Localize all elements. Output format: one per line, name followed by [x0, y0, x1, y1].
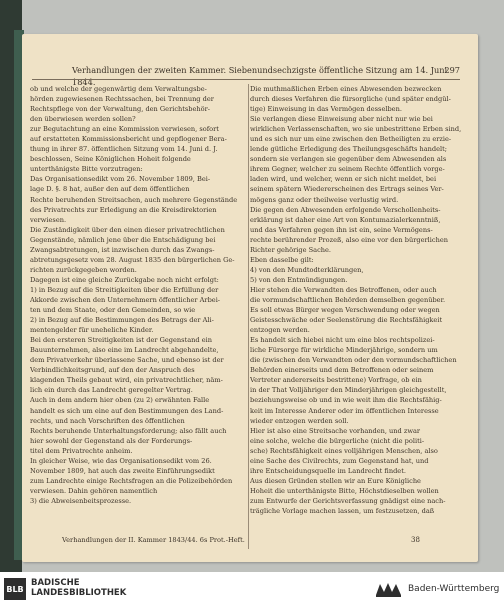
- right-text-line: entzogen werden.: [250, 326, 310, 335]
- right-text-line: Behörden einerseits und dem Betroffenen oder seinem: [250, 366, 434, 375]
- left-text-line: 3) die Abweisenbeitsprozesse.: [30, 496, 132, 505]
- right-text-line: Richter gehörige Sache.: [250, 245, 332, 254]
- left-text-line: Das Organisationsedikt vom 26. November 1809, Bei-: [30, 175, 211, 184]
- right-text-line: seinem spätern Wiedererscheinen des Ertrags seines Ver-: [250, 185, 444, 194]
- left-text-line: Die Zuständigkeit über den einen dieser privatrechtlichen: [30, 225, 225, 234]
- right-text-line: Es handelt sich hiebei nicht um eine blos rechtspolizei-: [250, 336, 435, 345]
- left-text-line: handelt es sich um eine auf den Bestimmungen des Land-: [30, 406, 224, 415]
- left-text-line: auf erstatteten Kommissionsbericht und gepflogener Bera-: [30, 135, 227, 144]
- left-text-column: [30, 84, 246, 506]
- right-text-line: trägliche Vorlage machen lassen, um festzusetzen, daß: [250, 506, 435, 515]
- right-text-line: Aus diesen Gründen stellen wir an Eure Königliche: [250, 476, 421, 485]
- right-text-line: laden wird, und welcher, wenn er sich nicht meldet, bei: [250, 175, 437, 184]
- state-emblem-icon: [374, 580, 404, 598]
- left-text-line: dem Privatverkehr überlassene Sache, und ebenso ist der: [30, 356, 224, 365]
- right-text-line: 5) von den Entmündigungen.: [250, 275, 348, 284]
- right-text-column: [250, 84, 466, 516]
- right-text-line: durch dieses Verfahren die fürsorgliche (und später endgül-: [250, 95, 451, 104]
- right-text-line: keit im Interesse Anderer oder im öffentlichen Interesse: [250, 406, 439, 415]
- left-text-line: hörden zugewiesenen Rechtssachen, bei Trennung der: [30, 95, 214, 104]
- left-text-line: abtretungsgesetz vom 28. August 1835 den bürgerlichen Ge-: [30, 255, 235, 264]
- left-text-line: mentengelder für uneheliche Kinder.: [30, 326, 154, 335]
- right-text-line: wieder entzogen werden soll.: [250, 416, 349, 425]
- right-text-line: lende gütliche Erledigung des Theilungsgeschäfts handelt;: [250, 145, 448, 154]
- left-text-line: rechts, und nach Vorschriften des öffentlichen: [30, 416, 185, 425]
- left-text-line: thung in ihrer 87. öffentlichen Sitzung vom 14. Juni d. J.: [30, 145, 218, 154]
- left-text-line: zum Landrechte einige Rechtsfragen an die Polizeibehörden: [30, 476, 233, 485]
- right-text-line: die (zwischen den Verwandten oder den vormundschaftlichen: [250, 356, 457, 365]
- left-footer-note: Verhandlungen der II. Kammer 1843/44. 6s Prot.-Heft.: [62, 536, 245, 544]
- left-text-line: unterthänigste Bitte vorzutragen:: [30, 165, 143, 174]
- right-text-line: eine solche, welche die bürgerliche (nicht die politi-: [250, 436, 425, 445]
- left-text-line: Auch in dem andern hier oben (zu 2) erwähnten Falle: [30, 396, 210, 405]
- left-text-line: titel dem Privatrechte anheim.: [30, 446, 133, 455]
- signature-mark: 38: [411, 536, 420, 544]
- right-text-line: ihre Entscheidungsquelle im Landrecht findet.: [250, 466, 406, 475]
- left-text-line: Akkorde zwischen den Unternehmern öffentlicher Arbei-: [30, 295, 221, 304]
- left-text-line: November 1809, hat auch das zweite Einführungsedikt: [30, 466, 215, 475]
- right-text-line: Vertreter andererseits bestrittene) Vorfrage, ob ein: [250, 376, 422, 385]
- left-text-line: den überwiesen werden sollen?: [30, 115, 136, 124]
- left-text-line: lich ein durch das Landrecht geregelter Vertrag.: [30, 386, 193, 395]
- right-text-line: eine Sache des Civilrechts, zum Gegenstand hat, und: [250, 456, 429, 465]
- right-text-line: Die muthmaßlichen Erben eines Abwesenden bezwecken: [250, 85, 442, 93]
- bw-logo-text: Baden-Württemberg: [408, 584, 500, 594]
- left-text-line: Verbindlichkeitsgrund, auf den der Anspruch des: [30, 366, 195, 375]
- scanned-page: [22, 34, 478, 562]
- right-text-line: Es soll etwas Bürger wegen Verschwendung oder wegen: [250, 306, 440, 315]
- left-text-line: des Privatrechts zur Erledigung an die Kreisdirektorien: [30, 205, 217, 214]
- right-text-line: Hier stehen die Verwandten des Betroffenen, oder auch: [250, 285, 437, 294]
- page-header: [32, 64, 460, 87]
- left-text-line: lage D. §. 8 hat, außer den auf dem öffentlichen: [30, 185, 190, 194]
- right-text-line: 4) von den Mundtodterklärungen,: [250, 265, 364, 274]
- left-text-line: hier sowohl der Gegenstand als der Forderungs-: [30, 436, 193, 445]
- left-text-line: Rechtspflege von der Verwaltung, den Gerichtsbehör-: [30, 105, 211, 114]
- left-text-line: Bauunternehmen, also eine im Landrecht abgehandelte,: [30, 346, 219, 355]
- page-number: 297: [444, 65, 460, 75]
- right-text-line: zum Entwurfe der Gerichtsverfassung gnädigst eine nach-: [250, 496, 446, 505]
- left-text-line: Rechte beruhenden Streitsachen, auch mehrere Gegenstände: [30, 195, 238, 204]
- left-text-line: Zwangsabtretungen, ist inzwischen durch das Zwangs-: [30, 245, 215, 254]
- running-title: Verhandlungen der zweiten Kammer. Siebenundsechzigste öffentliche Sitzung am 14. Juni 1844.: [72, 65, 448, 87]
- right-text-line: Hier ist also eine Streitsache vorhanden, und zwar: [250, 426, 421, 435]
- left-text-line: verwiesen.: [30, 215, 67, 224]
- right-text-line: tige) Einweisung in das Vermögen desselben.: [250, 105, 402, 114]
- left-text-line: beschlossen, Seine Königlichen Hoheit folgende: [30, 155, 191, 164]
- left-text-line: ten und dem Staate, oder den Gemeinden, so wie: [30, 306, 196, 315]
- left-text-line: ob und welche der gegenwärtig dem Verwaltungsbe-: [30, 85, 207, 93]
- column-divider: [248, 84, 249, 549]
- left-text-line: 1) in Bezug auf die Streitigkeiten über die Erfüllung der: [30, 285, 219, 294]
- right-text-line: ihrem Gegner, welcher zu seinem Rechte öffentlich vorge-: [250, 165, 445, 174]
- left-text-line: 2) in Bezug auf die Bestimmungen des Betrags der Ali-: [30, 316, 214, 325]
- left-text-line: Dagegen ist eine gleiche Zurückgabe noch nicht erfolgt:: [30, 275, 219, 284]
- right-text-line: Eben dasselbe gilt:: [250, 255, 314, 264]
- right-text-line: Hoheit die unterthänigste Bitte, Höchstdieselben wollen: [250, 486, 439, 495]
- right-text-line: sche) Rechtsfähigkeit eines volljährigen Menschen, also: [250, 446, 438, 455]
- left-text-line: verwiesen. Dahin gehören namentlich: [30, 486, 158, 495]
- right-text-line: und es sich nur um eine zwischen den Betheiligten zu erzie-: [250, 135, 452, 144]
- left-text-line: klagenden Theils gebaut wird, ein privatrechtlicher, näm-: [30, 376, 223, 385]
- blb-logo: BLB: [4, 578, 26, 600]
- blb-line-2: LANDESBIBLIOTHEK: [31, 588, 127, 598]
- right-text-line: die vormundschaftlichen Behörden demselben gegenüber.: [250, 295, 446, 304]
- blb-line-1: BADISCHE: [31, 578, 80, 588]
- left-text-line: zur Begutachtung an eine Kommission verwiesen, sofort: [30, 125, 219, 134]
- left-text-line: richten zurückgegeben worden.: [30, 265, 137, 274]
- header-rule: [32, 79, 460, 80]
- left-text-line: In gleicher Weise, wie das Organisationsedikt vom 26.: [30, 456, 212, 465]
- right-text-line: Geistesschwäche oder Seelenstörung die Rechtsfähigkeit: [250, 316, 443, 325]
- right-text-line: beziehungsweise ob und in wie weit ihm die Rechtsfähig-: [250, 396, 442, 405]
- blb-logo-text: [31, 578, 126, 598]
- right-text-line: liche Fürsorge für wirkliche Minderjährige, sondern um: [250, 346, 438, 355]
- right-text-line: mögens ganz oder theilweise verlustig wird.: [250, 195, 399, 204]
- right-text-line: wirklichen Verlassenschaften, wo sie unbestrittene Erben sind,: [250, 125, 462, 134]
- right-text-line: Sie verlangen diese Einweisung aber nicht nur wie bei: [250, 115, 433, 124]
- left-text-line: Rechts beruhende Unterhaltungsforderung; also fällt auch: [30, 426, 227, 435]
- left-text-line: Gegenstände, nämlich jene über die Entschädigung bei: [30, 235, 216, 244]
- right-text-line: rechte berührender Prozeß, also eine vor den bürgerlichen: [250, 235, 448, 244]
- right-text-line: und das Verfahren gegen ihn ist ein, seine Vermögens-: [250, 225, 433, 234]
- right-text-line: Die gegen den Abwesenden erfolgende Verschollenheits-: [250, 205, 441, 214]
- right-text-line: in der That Volljähriger den Minderjährigen gleichgestellt,: [250, 386, 447, 395]
- left-text-line: Bei den ersteren Streitigkeiten ist der Gegenstand ein: [30, 336, 212, 345]
- right-text-line: sondern sie verlangen sie gegenüber dem Abwesenden als: [250, 155, 447, 164]
- right-text-line: erklärung ist daher eine Art von Kontumazialerkenntniß,: [250, 215, 441, 224]
